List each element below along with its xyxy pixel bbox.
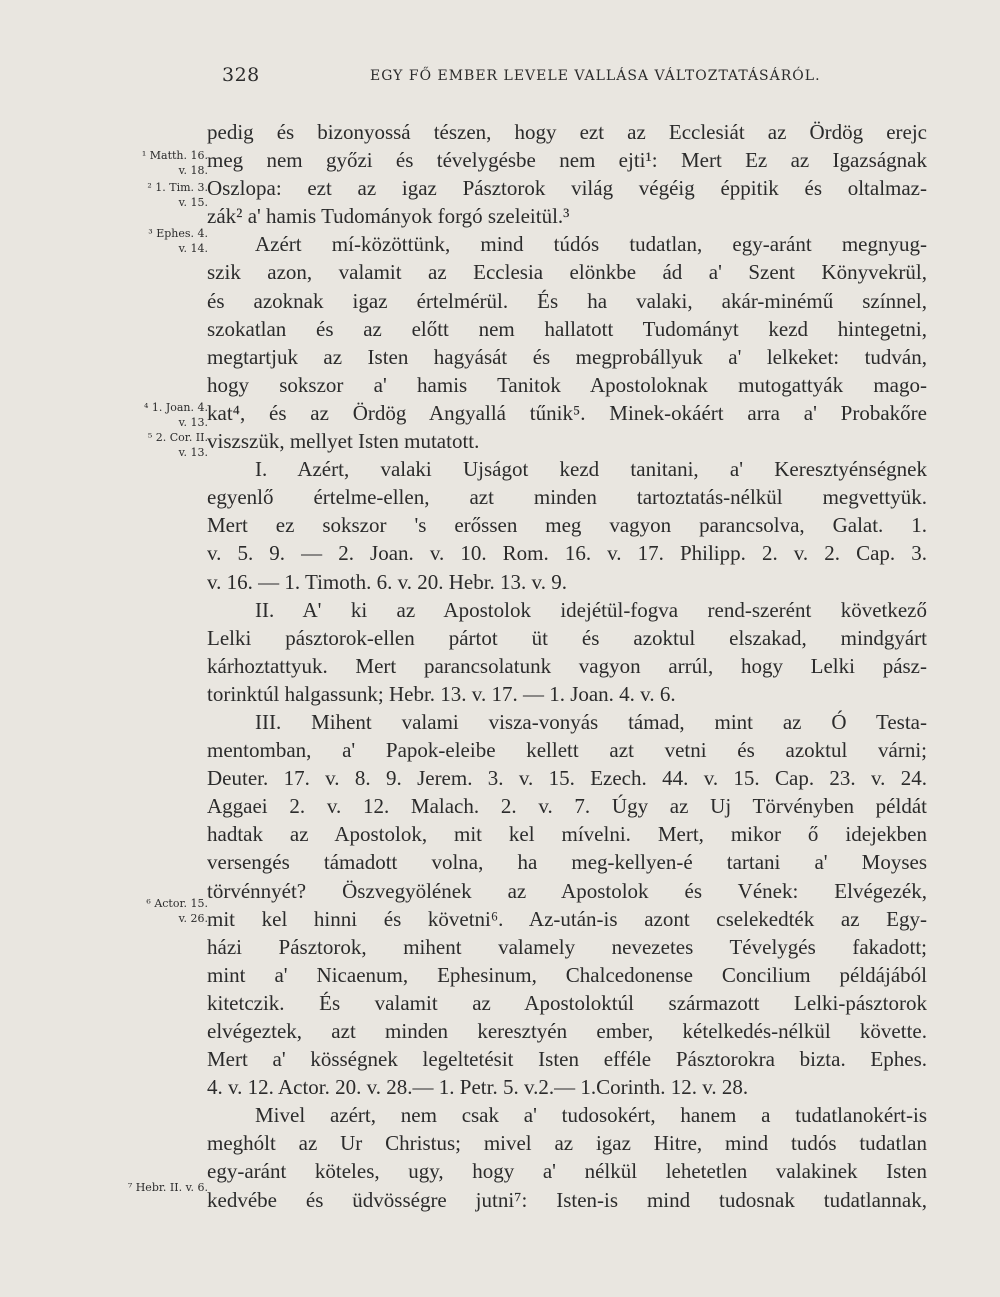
- text-line: mentomban, a' Papok-eleibe kellett azt vetni és azoktul várni;: [207, 738, 927, 763]
- text-line: elvégeztek, azt minden keresztyén ember, kételkedés-nélkül követte.: [207, 1019, 927, 1043]
- text-line: megtartjuk az Isten hagyását és megprobállyuk a' lelkeket: tudván,: [207, 344, 927, 369]
- text-line: Mivel azért, nem csak a' tudosokért, hanem a tudatlanokért-is: [255, 1103, 927, 1128]
- text-line: Aggaei 2. v. 12. Malach. 2. v. 7. Úgy az Uj Törvényben példát: [207, 794, 927, 819]
- text-line: meghólt az Ur Christus; mivel az igaz Hitre, mind tudós tudatlan: [207, 1131, 927, 1156]
- text-line: kitetczik. És valamit az Apostoloktúl származott Lelki-pásztorok: [207, 990, 927, 1015]
- margin-note: [100, 180, 208, 210]
- text-line: v. 5. 9. — 2. Joan. v. 10. Rom. 16. v. 17. Philipp. 2. v. 2. Cap. 3.: [207, 541, 927, 566]
- text-line: házi Pásztorok, mihent valamely nevezetes Tévelygés fakadott;: [207, 934, 927, 959]
- text-line: Azért mí-közöttünk, mind túdós tudatlan, egy-aránt megnyug-: [255, 232, 927, 257]
- text-line: II. A' ki az Apostolok idejétül-fogva rend-szerént következő: [255, 597, 927, 622]
- margin-note-line: v. 18.: [178, 164, 208, 177]
- margin-note: [100, 400, 208, 430]
- page-number: 328: [222, 64, 260, 86]
- margin-note-line: ³ Ephes. 4.: [148, 227, 208, 240]
- text-line: versengés támadott volna, ha meg-kellyen-é tartani a' Moyses: [207, 850, 927, 875]
- margin-note-line: ⁴ 1. Joan. 4.: [143, 401, 208, 414]
- margin-note-line: v. 15.: [178, 196, 208, 209]
- text-line: viszszük, mellyet Isten mutatott.: [207, 429, 480, 454]
- text-line: Mert ez sokszor 's erőssen meg vagyon parancsolva, Galat. 1.: [207, 513, 927, 538]
- text-line: egy-aránt köteles, ugy, hogy a' nélkül lehetetlen valakinek Isten: [207, 1159, 927, 1184]
- text-line: v. 16. — 1. Timoth. 6. v. 20. Hebr. 13. v. 9.: [207, 569, 567, 594]
- margin-note: [100, 148, 208, 178]
- text-line: törvénnyét? Öszvegyölének az Apostolok és Vének: Elvégezék,: [207, 878, 927, 903]
- text-line: pedig és bizonyossá tészen, hogy ezt az Ecclesiát az Ördög erejc: [207, 120, 927, 144]
- margin-note-line: ² 1. Tim. 3.: [147, 181, 208, 194]
- text-line: Mert a' kösségnek legeltetésit Isten efféle Pásztorokra bizta. Ephes.: [207, 1047, 927, 1072]
- text-line: egyenlő értelme-ellen, azt minden tartoztatás-nélkül megvettyük.: [207, 485, 927, 510]
- margin-note: [100, 226, 208, 256]
- text-line: hogy sokszor a' hamis Tanitok Apostoloknak mutogattyák mago-: [207, 372, 927, 397]
- margin-note-line: v. 14.: [178, 242, 208, 255]
- text-line: mint a' Nicaenum, Ephesinum, Chalcedonense Concilium példájából: [207, 962, 927, 987]
- text-line: meg nem győzi és tévelygésbe nem ejti¹: Mert Ez az Igazságnak: [207, 148, 927, 173]
- text-line: zák² a' hamis Tudományok forgó szeleitül.³: [207, 204, 570, 229]
- margin-note-line: ⁵ 2. Cor. II.: [147, 431, 208, 444]
- margin-note-line: ⁷ Hebr. II. v. 6.: [127, 1181, 208, 1194]
- text-line: és azoknak igaz értelmérül. És ha valaki, akár-minémű színnel,: [207, 288, 927, 313]
- running-title: EGY FŐ EMBER LEVELE VALLÁSA VÁLTOZTATÁSÁRÓL.: [370, 68, 821, 84]
- text-line: szik azon, valamit az Ecclesia elönkbe ád a' Szent Könyvekrül,: [207, 260, 927, 285]
- margin-note-line: v. 13.: [178, 446, 208, 459]
- text-line: Oszlopa: ezt az igaz Pásztorok világ végéig éppitik és oltalmaz-: [207, 176, 927, 201]
- margin-note-line: v. 13.: [178, 416, 208, 429]
- text-line: mit kel hinni és követni⁶. Az-után-is azont cselekedték az Egy-: [207, 906, 927, 931]
- body-text: [207, 118, 927, 1214]
- text-line: Lelki pásztorok-ellen pártot üt és azoktul elszakad, mindgyárt: [207, 625, 927, 650]
- text-line: 4. v. 12. Actor. 20. v. 28.— 1. Petr. 5. v.2.— 1.Corinth. 12. v. 28.: [207, 1075, 749, 1100]
- margin-note-line: v. 26.: [178, 912, 208, 925]
- margin-note: [100, 896, 208, 926]
- text-line: I. Azért, valaki Ujságot kezd tanitani, a' Keresztyénségnek: [255, 457, 927, 482]
- text-line: hadtak az Apostolok, mit kel mívelni. Mert, mikor ő idejekben: [207, 822, 927, 847]
- text-line: III. Mihent valami visza-vonyás támad, mint az Ó Testa-: [255, 709, 927, 734]
- text-line: torinktúl halgassunk; Hebr. 13. v. 17. — 1. Joan. 4. v. 6.: [207, 681, 676, 706]
- margin-note: [84, 1180, 208, 1195]
- text-line: kat⁴, és az Ördög Angyallá tűnik⁵. Minek-okáért arra a' Probakőre: [207, 400, 927, 425]
- text-line: szokatlan és az előtt nem hallatott Tudományt kezd hintegetni,: [207, 316, 927, 341]
- text-line: Deuter. 17. v. 8. 9. Jerem. 3. v. 15. Ezech. 44. v. 15. Cap. 23. v. 24.: [207, 766, 927, 791]
- margin-note-line: ¹ Matth. 16.: [141, 149, 208, 162]
- margin-note: [100, 430, 208, 460]
- text-line: kárhoztattyuk. Mert parancsolatunk vagyon arrúl, hogy Lelki pász-: [207, 653, 927, 678]
- margin-note-line: ⁶ Actor. 15.: [146, 897, 208, 910]
- text-line: kedvébe és üdvösségre jutni⁷: Isten-is mind tudosnak tudatlannak,: [207, 1187, 927, 1212]
